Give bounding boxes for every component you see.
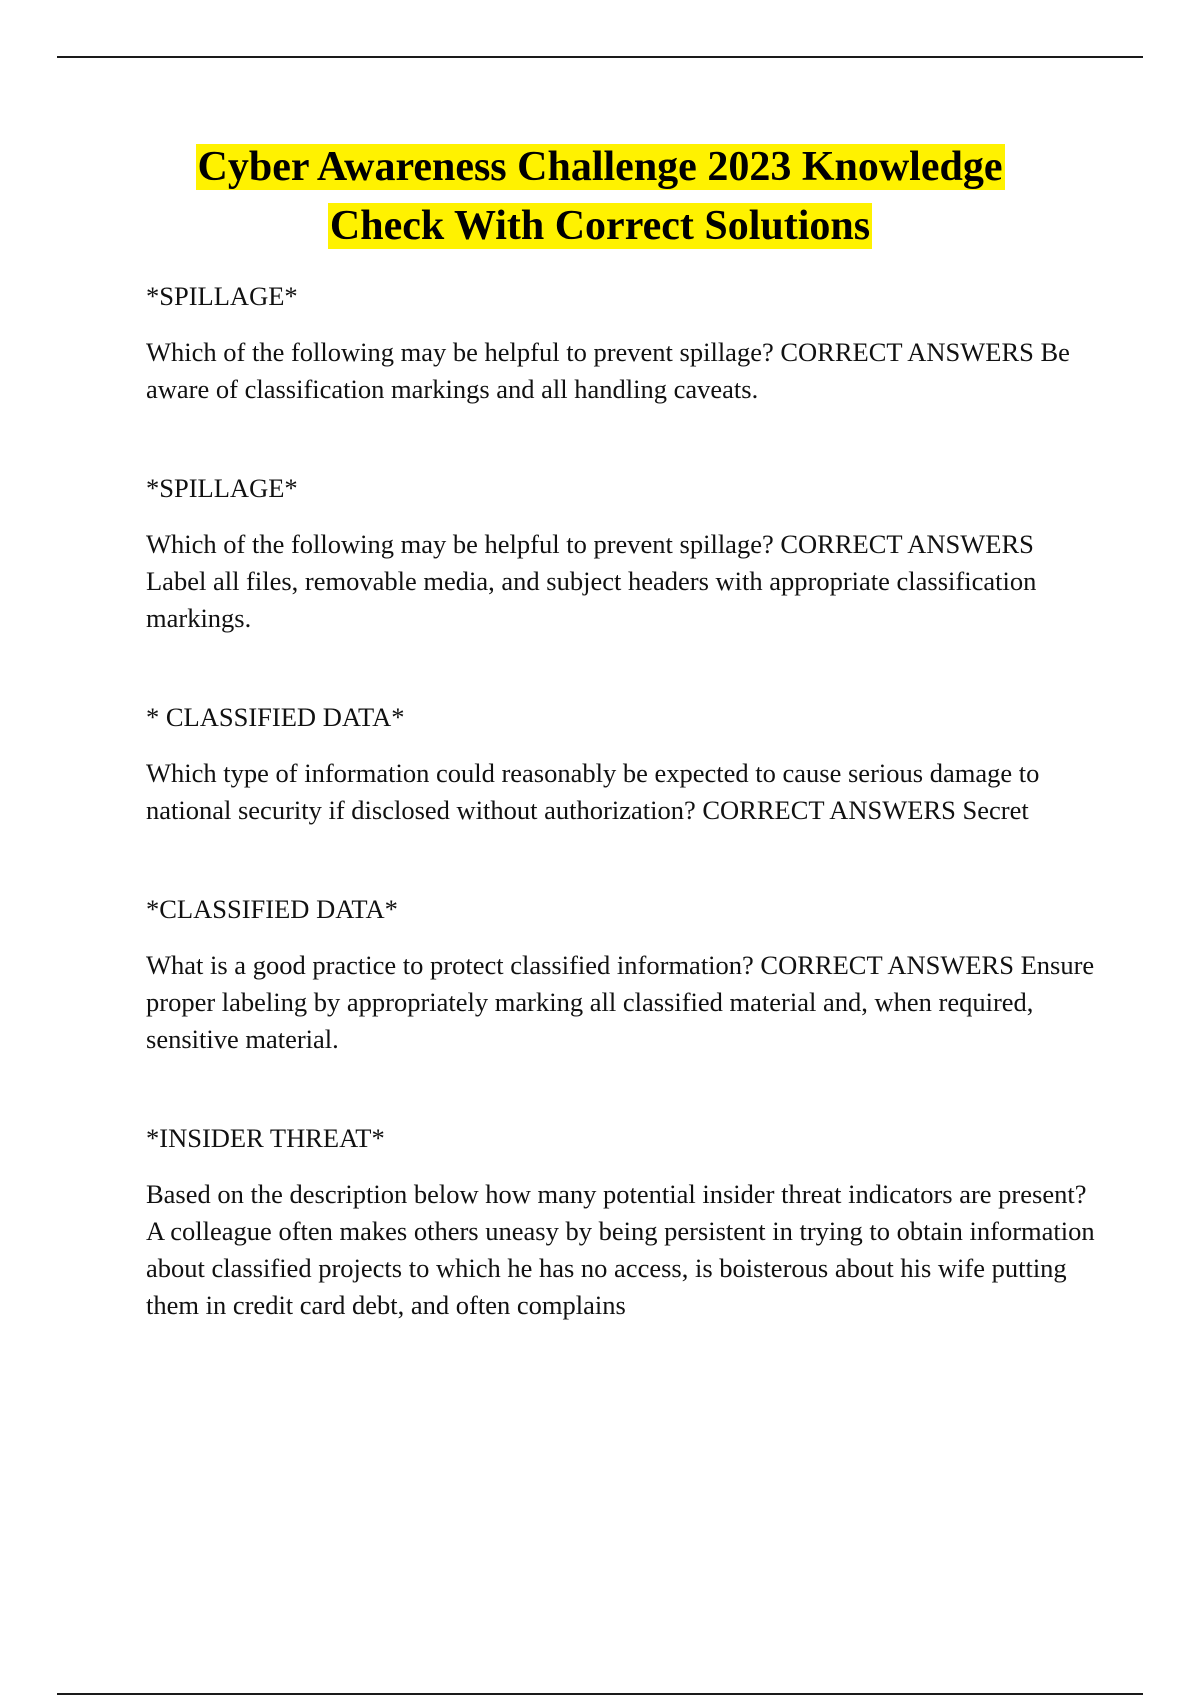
header-rule — [57, 56, 1143, 58]
section-text: Which type of information could reasonably be expected to cause serious damage to national security if disclosed without authorization? CORRECT ANSWERS Secret — [146, 758, 1040, 825]
qa-section — [146, 1120, 1096, 1324]
qa-section — [146, 891, 1096, 1058]
footer-rule — [57, 1693, 1143, 1695]
qa-section — [146, 278, 1096, 408]
qa-section — [146, 699, 1096, 829]
section-text: Which of the following may be helpful to prevent spillage? CORRECT ANSWERS Be aware of classification markings and all handling caveats. — [146, 337, 1070, 404]
title-line-2: Check With Correct Solutions — [329, 203, 871, 249]
document-body — [146, 278, 1096, 1386]
qa-section — [146, 470, 1096, 637]
section-heading: *SPILLAGE* — [146, 281, 298, 311]
section-text: Based on the description below how many potential insider threat indicators are present? A colleague often makes others uneasy by being persistent in trying to obtain information about classified projects to which he has no access, is boisterous about his wife putting them in credit card debt, and often complains — [146, 1179, 1095, 1320]
section-heading: * CLASSIFIED DATA* — [146, 702, 405, 732]
section-heading: *INSIDER THREAT* — [146, 1123, 385, 1153]
section-heading: *SPILLAGE* — [146, 473, 298, 503]
document-title — [100, 138, 1100, 256]
section-text: What is a good practice to protect classified information? CORRECT ANSWERS Ensure proper labeling by appropriately marking all classified material and, when required, sensitive material. — [146, 950, 1095, 1054]
title-line-1: Cyber Awareness Challenge 2023 Knowledge — [197, 144, 1003, 190]
section-text: Which of the following may be helpful to prevent spillage? CORRECT ANSWERS Label all files, removable media, and subject headers with appropriate classification markings. — [146, 529, 1037, 633]
section-heading: *CLASSIFIED DATA* — [146, 894, 398, 924]
